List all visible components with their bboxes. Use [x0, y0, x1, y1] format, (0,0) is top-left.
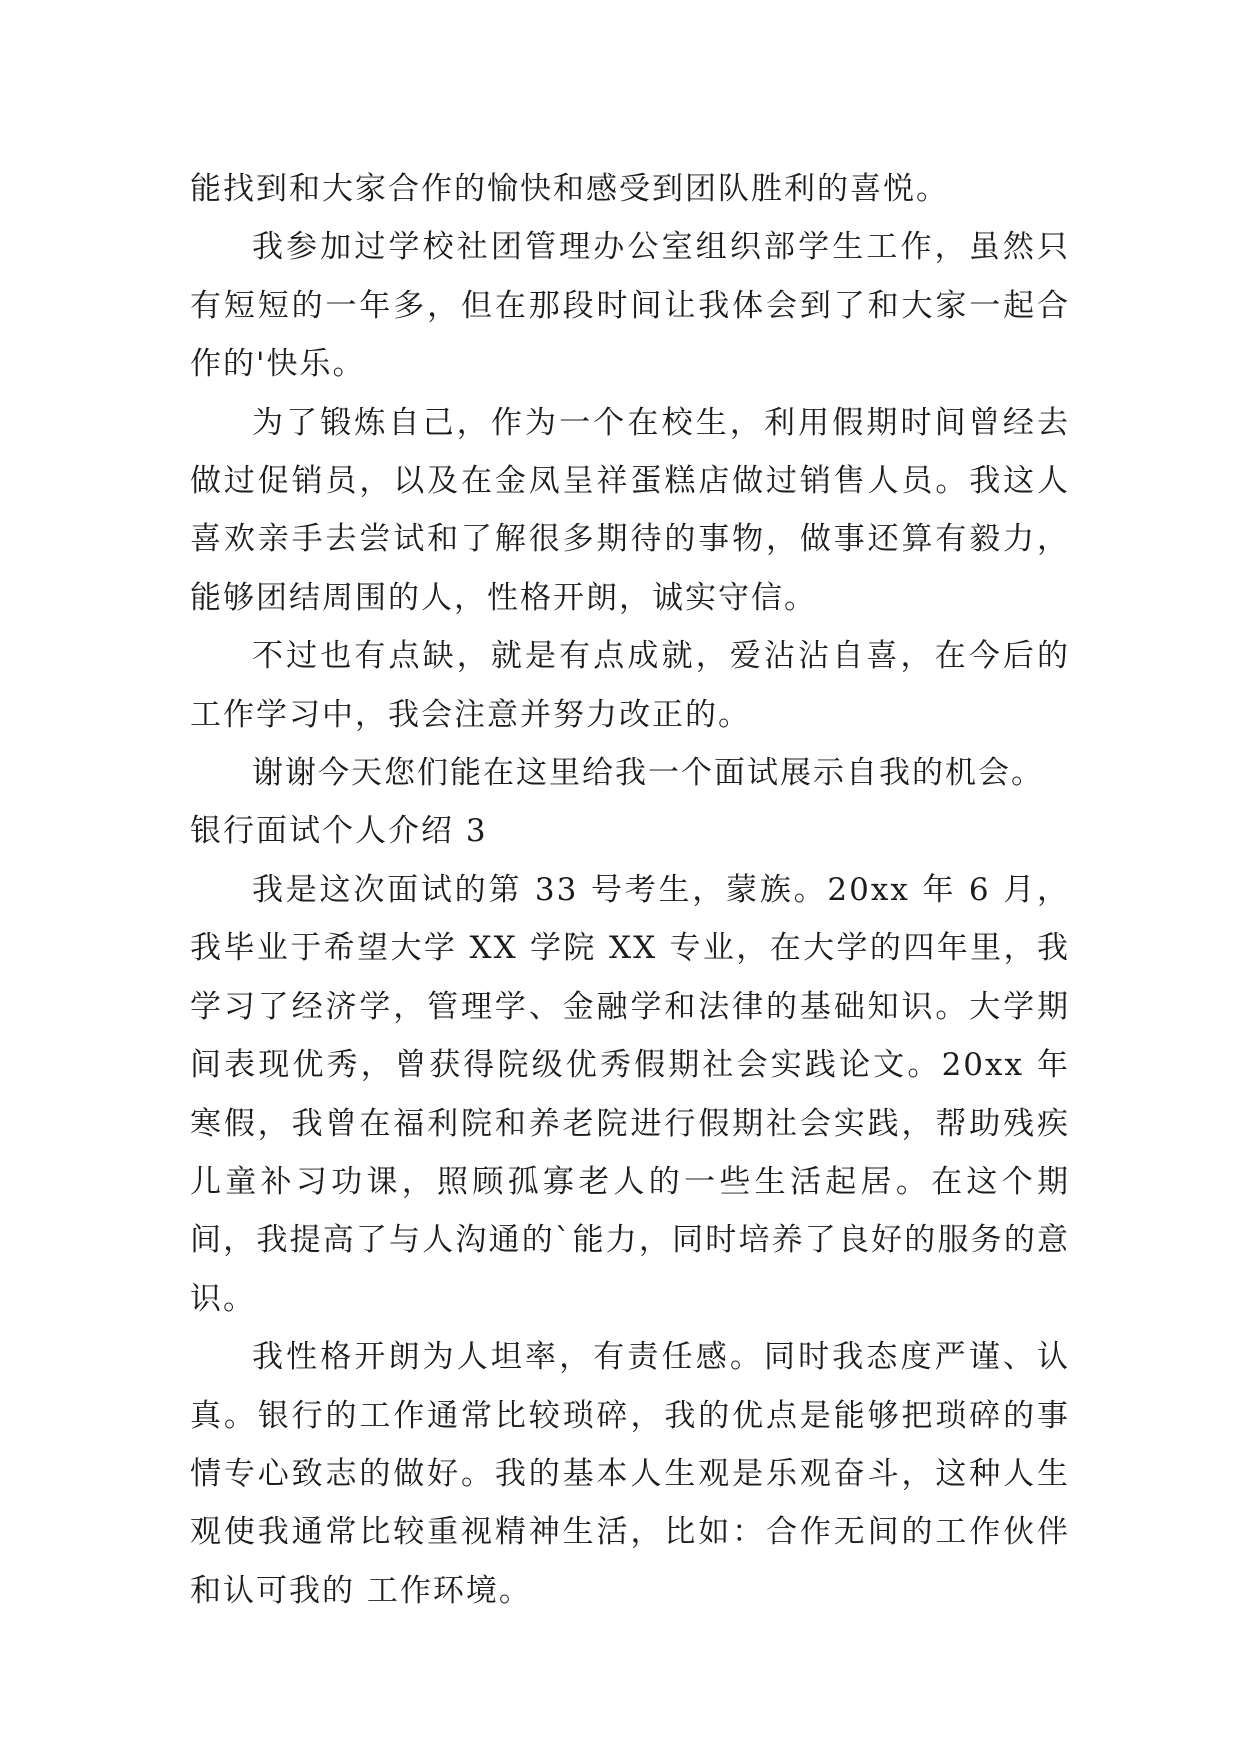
paragraph-shortcoming: 不过也有点缺，就是有点成就，爱沾沾自喜，在今后的工作学习中，我会注意并努力改正的。 — [190, 638, 1070, 733]
paragraph-thanks: 谢谢今天您们能在这里给我一个面试展示自我的机会。 — [252, 755, 1044, 792]
paragraph-part-time-work: 为了锻炼自己，作为一个在校生，利用假期时间曾经去做过促销员，以及在金凤呈祥蛋糕店做过销售人员。我这人喜欢亲手去尝试和了解很多期待的事物，做事还算有毅力，能够团结周围的人，性格开朗，诚实守信。 — [190, 404, 1070, 616]
paragraph-continuation: 能找到和大家合作的愉快和感受到团队胜利的喜悦。 — [190, 171, 949, 207]
paragraph-club-experience: 我参加过学校社团管理办公室组织部学生工作，虽然只有短短的一年多，但在那段时间让我体会到了和大家一起合作的'快乐。 — [190, 229, 1070, 383]
paragraph-personality: 我性格开朗为人坦率，有责任感。同时我态度严谨、认真。银行的工作通常比较琐碎，我的优点是能够把琐碎的事情专心致志的做好。我的基本人生观是乐观奋斗，这种人生观使我通常比较重视精神生活，比如：合作无间的工作伙伴和认可我的 工作环境。 — [190, 1339, 1070, 1609]
section-heading: 银行面试个人介绍 3 — [190, 813, 488, 850]
document-body — [190, 160, 1070, 1620]
paragraph-education: 我是这次面试的第 33 号考生，蒙族。20xx 年 6 月，我毕业于希望大学 XX 学院 XX 专业，在大学的四年里，我学习了经济学，管理学、金融学和法律的基础知识。大学期间表现优秀，曾获得院级优秀假期社会实践论文。20xx 年寒假，我曾在福利院和养老院进行假期社会实践，帮助残疾儿童补习功课，照顾孤寡老人的一些生活起居。在这个期间，我提高了与人沟通的`能力，同时培养了良好的服务的意识。 — [190, 871, 1070, 1317]
